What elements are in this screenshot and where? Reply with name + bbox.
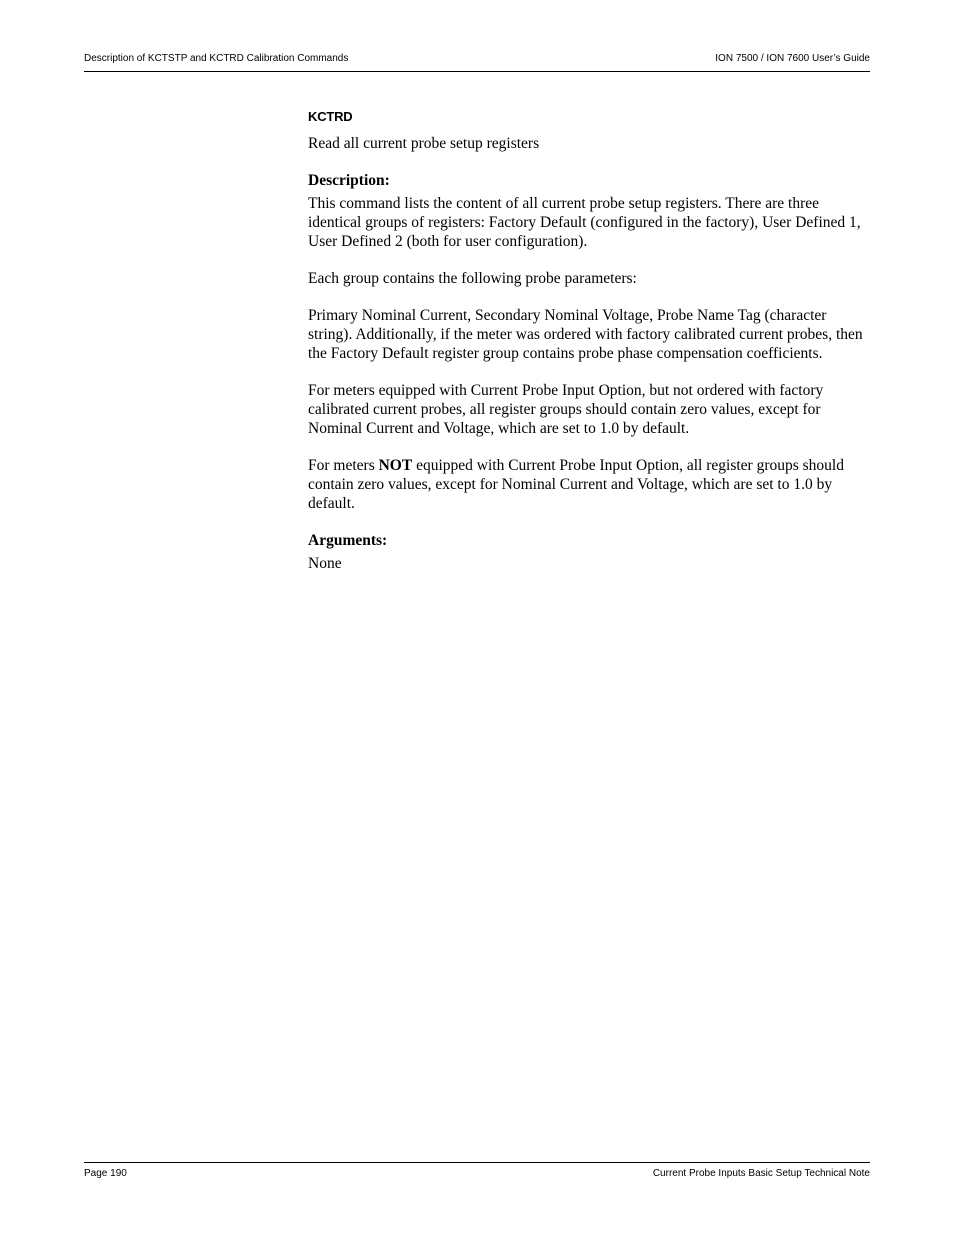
command-title: KCTRD — [308, 109, 353, 124]
paragraph-5-suffix: equipped with Current Probe Input Option, all register groups should contain zero values, except for Nominal Current and Voltage, which are set to 1.0 by default. — [308, 457, 844, 512]
description-paragraph-5 — [308, 456, 872, 513]
page-footer — [84, 1162, 870, 1179]
description-label: Description: — [308, 172, 390, 189]
main-content — [308, 107, 872, 591]
description-paragraph-3: Primary Nominal Current, Secondary Nominal Voltage, Probe Name Tag (character string). Additionally, if the meter was ordered with factory calibrated current probes, then the Factory Default register group contains probe phase compensation coefficients. — [308, 307, 863, 362]
command-subtitle: Read all current probe setup registers — [308, 135, 540, 152]
page-number: Page 190 — [84, 1168, 127, 1179]
header-guide-title: ION 7500 / ION 7600 User’s Guide — [715, 53, 870, 64]
arguments-value: None — [308, 555, 342, 572]
description-paragraph-1: This command lists the content of all current probe setup registers. There are three identical groups of registers: Factory Default (configured in the factory), User Defined 1, User Defined 2 (both for user configuration). — [308, 195, 861, 250]
description-paragraph-2: Each group contains the following probe parameters: — [308, 270, 637, 287]
arguments-label: Arguments: — [308, 532, 388, 549]
paragraph-5-emphasis: NOT — [378, 457, 413, 474]
page-header — [84, 53, 870, 72]
paragraph-5-prefix: For meters — [308, 457, 379, 474]
header-section-title: Description of KCTSTP and KCTRD Calibration Commands — [84, 53, 349, 64]
footer-document-title: Current Probe Inputs Basic Setup Technical Note — [652, 1168, 870, 1179]
description-paragraph-4: For meters equipped with Current Probe Input Option, but not ordered with factory calibrated current probes, all register groups should contain zero values, except for Nominal Current and Voltage, which are set to 1.0 by default. — [308, 382, 824, 437]
